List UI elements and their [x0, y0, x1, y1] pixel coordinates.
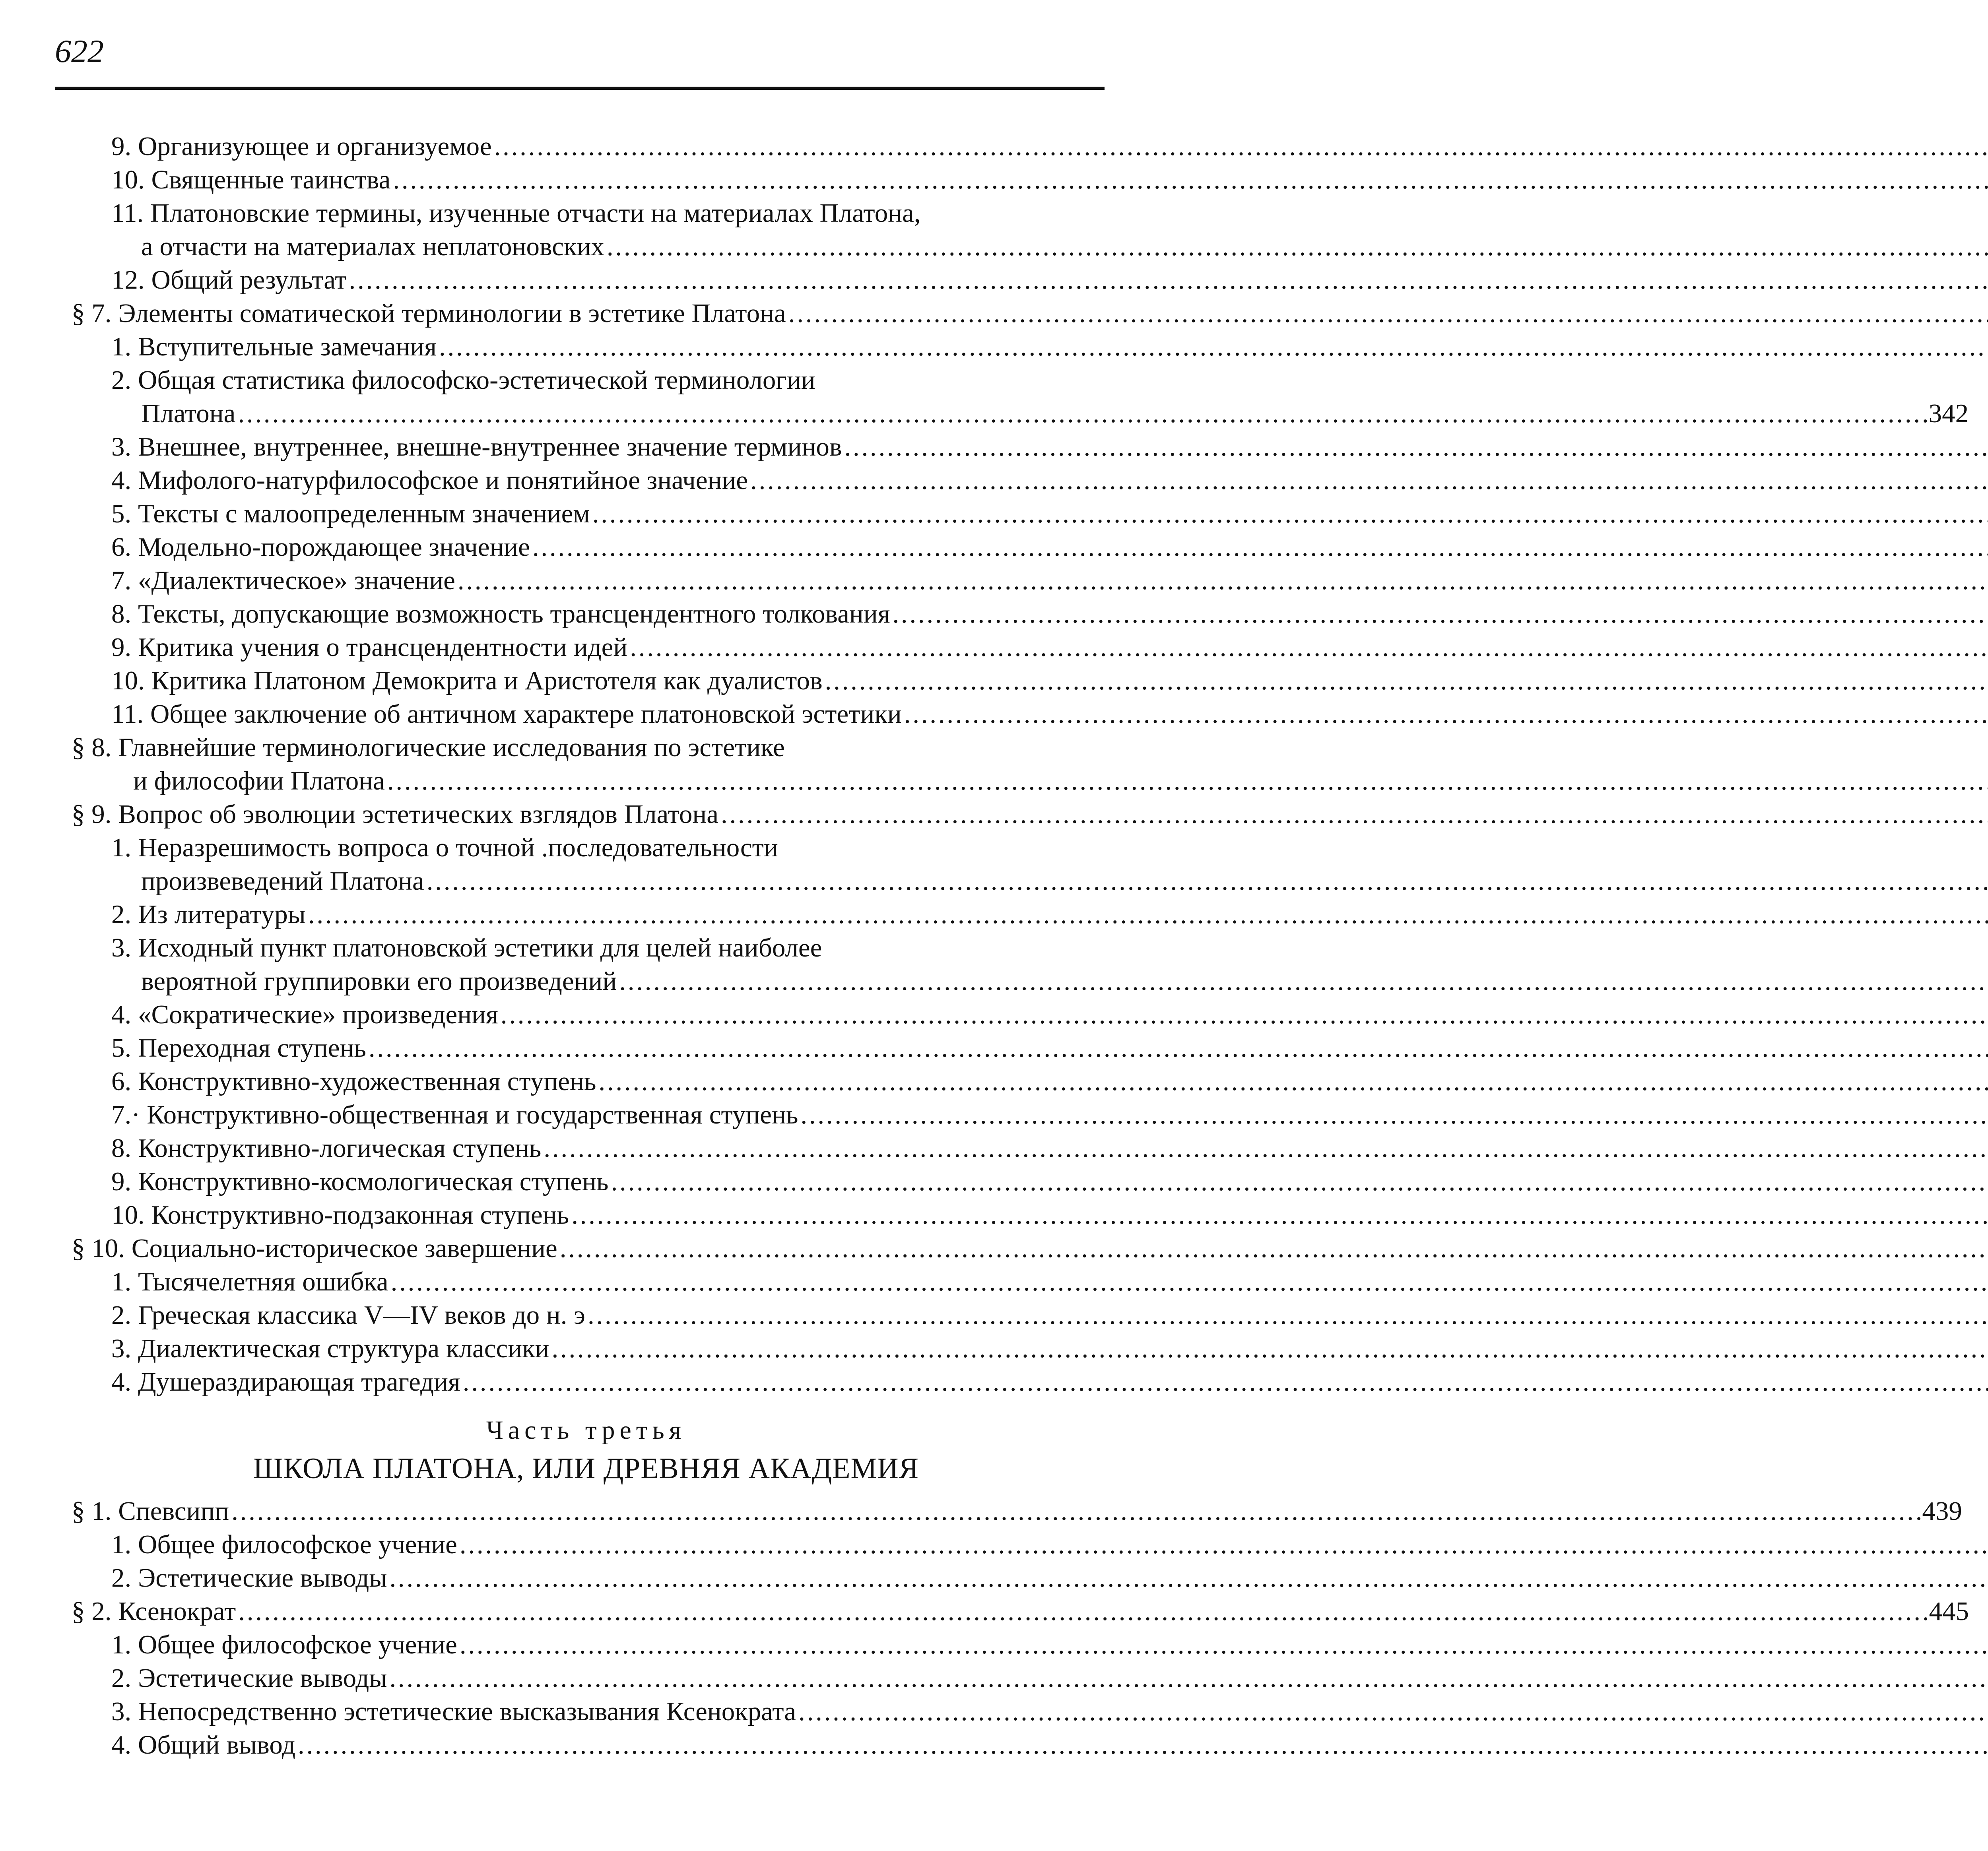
toc-entry [72, 998, 1105, 1031]
toc-entry-label: 4. «Сократические» произведения [111, 1000, 498, 1029]
leader-dots [349, 263, 1988, 297]
toc-entry [72, 764, 1105, 797]
toc-entry-label: 2. Эстетические выводы [111, 1663, 387, 1693]
toc-entry [72, 1031, 1105, 1065]
toc-entry-label: 3. Исходный пункт платоновской эстетики для целей наиболее [111, 933, 822, 962]
toc-entry-label: 4. Душераздирающая трагедия [111, 1367, 460, 1397]
toc-entry [72, 330, 1105, 363]
toc-entry-label: 9. Критика учения о трансцендентности идей [111, 633, 628, 662]
leader-dots [391, 1265, 1988, 1298]
leader-dots [892, 597, 1988, 631]
toc-entry-label: 8. Тексты, допускающие возможность трансцендентного толкования [111, 599, 890, 629]
toc-entry-continuation: вероятной группировки его произведений [141, 966, 617, 996]
toc-list-top [72, 130, 1969, 1399]
leader-dots [588, 1298, 1988, 1332]
toc-entry [72, 1098, 1105, 1131]
toc-entry [72, 1265, 1105, 1298]
leader-dots [460, 1628, 1988, 1661]
leader-dots [298, 1728, 1986, 1762]
toc-page-number: 445 [1929, 1597, 1969, 1626]
leader-dots [238, 1595, 1926, 1628]
toc-entry-label: 10. Конструктивно-подзаконная ступень [111, 1200, 569, 1230]
leader-dots [750, 464, 1988, 497]
leader-dots [598, 1065, 1988, 1098]
leader-dots [439, 330, 1988, 363]
toc-entry-label: 10. Критика Платоном Демокрита и Аристотеля как дуалистов [111, 666, 823, 695]
header-rule [55, 87, 1105, 90]
toc-entry-label: 8. Конструктивно-логическая ступень [111, 1133, 542, 1163]
toc-entry [72, 464, 1105, 497]
leader-dots [844, 430, 1988, 464]
toc-entry-label: 9. Организующее и организуемое [111, 132, 492, 161]
toc-entry [72, 530, 1105, 564]
toc-entry [72, 697, 1105, 731]
leader-dots [494, 130, 1988, 163]
toc-entry [72, 1365, 1105, 1399]
page-number: 622 [55, 33, 104, 69]
leader-dots [607, 230, 1988, 263]
leader-dots [904, 697, 1988, 731]
leader-dots [788, 297, 1988, 330]
toc-entry-label: 1. Тысячелетняя ошибка [111, 1267, 388, 1296]
toc-entry [72, 1332, 1105, 1365]
toc-entry [72, 864, 1105, 898]
leader-dots [238, 397, 1926, 430]
toc-entry [72, 1695, 1105, 1728]
leader-dots [501, 998, 1988, 1031]
toc-entry [72, 497, 1105, 530]
toc-entry [72, 1494, 1962, 1528]
toc-entry [72, 1198, 1105, 1232]
toc-entry-label: 6. Конструктивно-художественная ступень [111, 1067, 596, 1096]
toc-entry [72, 1165, 1105, 1198]
toc-entry-label: 12. Общий результат [111, 265, 347, 295]
toc-entry-label: § 10. Социально-историческое завершение [72, 1234, 557, 1263]
toc-entry-label: 11. Платоновские термины, изученные отчасти на материалах Платона, [111, 198, 921, 228]
toc-entry-label: 5. Тексты с малоопределенным значением [111, 499, 590, 528]
leader-dots [798, 1695, 1988, 1728]
leader-dots [800, 1098, 1988, 1131]
leader-dots [460, 1528, 1988, 1561]
leader-dots [552, 1332, 1988, 1365]
leader-dots [630, 631, 1988, 664]
toc-entry [72, 1065, 1105, 1098]
leader-dots [571, 1198, 1988, 1232]
toc-entry [72, 1561, 1105, 1595]
toc-entry-label: 7. «Диалектическое» значение [111, 566, 455, 595]
toc-entry-label: 1. Неразрешимость вопроса о точной .последовательности [111, 833, 778, 862]
toc-entry-label: 4. Мифолого-натурфилософское и понятийное значение [111, 466, 748, 495]
leader-dots [458, 564, 1988, 597]
toc-entry [72, 797, 1105, 831]
leader-dots [619, 964, 1988, 998]
toc-entry-label: 3. Диалектическая структура классики [111, 1334, 549, 1363]
toc-entry-label: 1. Общее философское учение [111, 1530, 457, 1559]
toc-page-number: 439 [1922, 1496, 1962, 1526]
toc-entry-continuation: и философии Платона [133, 766, 385, 796]
leader-dots [387, 764, 1988, 797]
toc-entry-label: § 7. Элементы соматической терминологии в эстетике Платона [72, 299, 786, 328]
toc-entry-continuation: а отчасти на материалах неплатоновских [141, 232, 604, 261]
toc-entry [72, 297, 1105, 330]
toc-entry-label: 10. Священные таинства [111, 165, 391, 194]
leader-dots [592, 497, 1988, 530]
leader-dots [308, 898, 1988, 931]
toc-entry-label: 2. Греческая классика V—IV веков до н. э [111, 1300, 585, 1330]
toc-entry-label: 5. Переходная ступень [111, 1033, 366, 1063]
toc-entry [72, 1528, 1105, 1561]
toc-page-number: 342 [1928, 399, 1969, 428]
toc-entry-label: 11. Общее заключение об античном характере платоновской эстетики [111, 699, 902, 729]
toc-entry [72, 1728, 1105, 1762]
toc-entry [72, 1298, 1105, 1332]
toc-entry [72, 430, 1105, 464]
toc-entry-label: 9. Конструктивно-космологическая ступень [111, 1167, 609, 1196]
toc-entry-label: § 9. Вопрос об эволюции эстетических взглядов Платона [72, 799, 719, 829]
toc-entry [72, 1131, 1105, 1165]
leader-dots [463, 1365, 1988, 1399]
leader-dots [389, 1561, 1988, 1595]
toc-list-bottom [72, 1494, 1969, 1762]
toc-entry-label: 1. Вступительные замечания [111, 332, 437, 361]
leader-dots [721, 797, 1988, 831]
toc-entry [72, 1595, 1969, 1628]
leader-dots [611, 1165, 1988, 1198]
toc-entry [72, 130, 1105, 163]
toc-entry [72, 263, 1105, 297]
toc-entry-continuation: Платона [141, 399, 236, 428]
toc-entry [72, 597, 1105, 631]
toc-entry-label: 2. Общая статистика философско-эстетической терминологии [111, 365, 815, 395]
leader-dots [560, 1232, 1988, 1265]
toc-entry [72, 664, 1105, 697]
toc-entry-label: § 2. Ксенократ [72, 1597, 236, 1626]
leader-dots [544, 1131, 1988, 1165]
toc-entry [72, 898, 1105, 931]
toc-entry-label: 1. Общее философское учение [111, 1630, 457, 1659]
leader-dots [427, 864, 1988, 898]
toc-entry [72, 397, 1969, 430]
toc-entry-label: 3. Непосредственно эстетические высказывания Ксенократа [111, 1697, 796, 1726]
leader-dots [231, 1494, 1920, 1528]
part-title: ШКОЛА ПЛАТОНА, ИЛИ ДРЕВНЯЯ АКАДЕМИЯ [253, 1452, 919, 1485]
toc-entry [72, 1661, 1105, 1695]
toc-entry-label: 6. Модельно-порождающее значение [111, 532, 530, 562]
toc-entry-label: 7.· Конструктивно-общественная и государственная ступень [111, 1100, 798, 1129]
toc-entry-label: 2. Эстетические выводы [111, 1563, 387, 1593]
toc-entry [72, 163, 1105, 196]
leader-dots [532, 530, 1988, 564]
toc-entry-label: § 8. Главнейшие терминологические исследования по эстетике [72, 733, 785, 762]
toc-entry-continuation: произвеведений Платона [141, 866, 424, 896]
leader-dots [825, 664, 1988, 697]
toc-entry [72, 964, 1105, 998]
toc-entry-label: 4. Общий вывод [111, 1730, 296, 1760]
leader-dots [369, 1031, 1988, 1065]
toc-entry-label: 2. Из литературы [111, 900, 306, 929]
toc-entry-label: § 1. Спевсипп [72, 1496, 229, 1526]
part-label: Часть третья [486, 1416, 686, 1445]
leader-dots [393, 163, 1988, 196]
toc-entry [72, 1232, 1105, 1265]
toc-entry [72, 230, 1105, 263]
leader-dots [389, 1661, 1988, 1695]
toc-entry [72, 631, 1105, 664]
toc-entry [72, 564, 1105, 597]
toc-entry [72, 1628, 1105, 1661]
toc-entry-label: 3. Внешнее, внутреннее, внешне-внутреннее значение терминов [111, 432, 842, 462]
